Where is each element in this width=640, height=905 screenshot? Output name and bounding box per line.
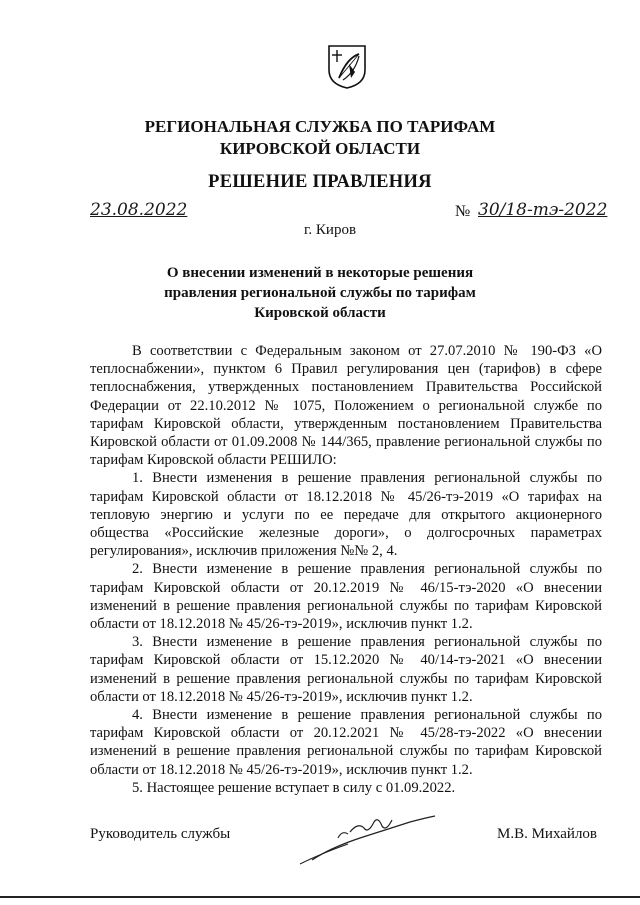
page-bottom-rule [0,896,640,898]
city-label: г. Киров [303,222,357,238]
decision-item-5: 5. Настоящее решение вступает в силу с 01.09.2022. [132,779,456,796]
subject-line3: Кировской области [254,305,386,321]
agency-name-line2: КИРОВСКОЙ ОБЛАСТИ [219,139,421,158]
agency-name [0,116,640,160]
subject-line1: О внесении изменений в некоторые решения [166,265,474,281]
decision-item-3: 3. Внести изменение в решение правления региональной службы по тарифам Кировской области от 15.12.2020 № 40/14-тэ-2021 «О внесении изменений в решение правления региональной службы по тарифам Кировской области от 18.12.2018 № 45/26-тэ-2019», исключив пункт 1.2. [90,634,602,705]
intro-paragraph: В соответствии с Федеральным законом от 27.07.2010 № 190-ФЗ «О теплоснабжении», пунктом 6 Правил регулирования цен (тарифов) в сфере теплоснабжения, утвержденных постановлением Правительства Российской Федерации от 22.10.2012 № 1075, Положением о региональной службе по тарифам Кировской области, утвержденным постановлением Правительства Кировской области от 01.09.2008 № 144/365, правление региональной службы по тарифам Кировской области РЕШИЛО: [90,343,602,469]
agency-name-line1: РЕГИОНАЛЬНАЯ СЛУЖБА ПО ТАРИФАМ [144,117,496,136]
handwritten-signature [290,808,440,868]
handwritten-date: 23.08.2022 [90,200,188,220]
decision-item-2: 2. Внести изменение в решение правления региональной службы по тарифам Кировской области от 20.12.2019 № 46/15-тэ-2020 «О внесении изменений в решение правления региональной службы по тарифам Кировской области от 18.12.2018 № 45/26-тэ-2019», исключив пункт 1.2. [90,561,602,633]
signatory-title: Руководитель службы [90,826,231,842]
coat-of-arms-emblem [325,42,369,90]
number-label: № [455,203,471,220]
decision-item-1: 1. Внести изменения в решение правления региональной службы по тарифам Кировской области от 18.12.2018 № 45/26-тэ-2019 «О тарифах на тепловую энергию и услуги по ее передаче для открытого акционерного общества «Российские железные дороги», о долгосрочных параметрах регулирования», исключив приложения №№ 2, 4. [90,470,602,560]
subject-line2: правления региональной службы по тарифам [164,285,476,301]
decision-item-4: 4. Внести изменение в решение правления региональной службы по тарифам Кировской области от 20.12.2021 № 45/28-тэ-2022 «О внесении изменений в решение правления региональной службы по тарифам Кировской области от 18.12.2018 № 45/26-тэ-2019», исключив пункт 1.2. [90,707,602,778]
signatory-name: М.В. Михайлов [497,826,598,842]
handwritten-document-number: 30/18-тэ-2022 [478,200,608,220]
document-body [90,342,602,797]
document-subject [0,263,640,323]
document-type-heading: РЕШЕНИЕ ПРАВЛЕНИЯ [208,172,432,192]
